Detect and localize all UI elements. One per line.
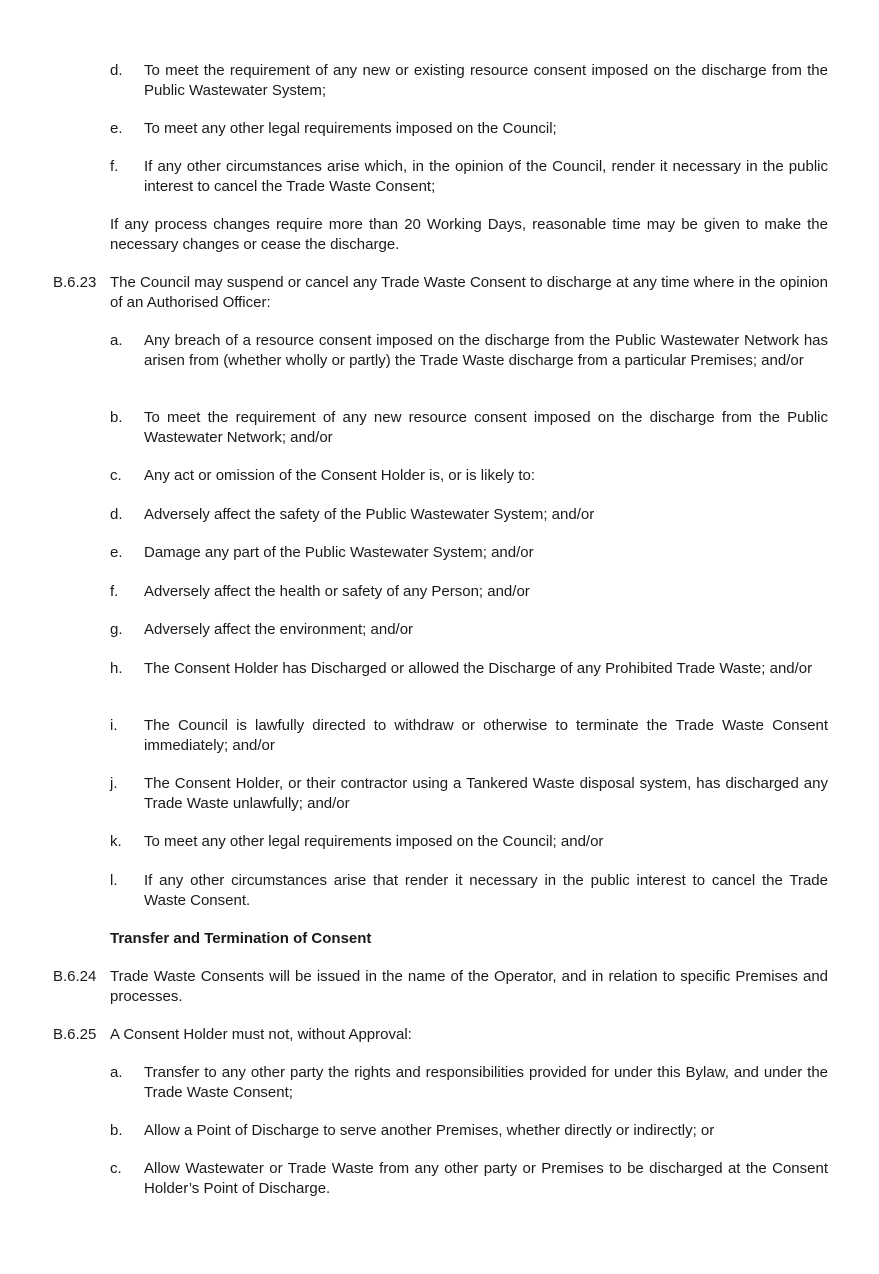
list-marker: l.	[110, 872, 118, 889]
list-item-text: Adversely affect the safety of the Public Wastewater System; and/or	[144, 506, 595, 523]
clause-text: The Council may suspend or cancel any Trade Waste Consent to discharge at any time where in the opinion of an Authorised Officer:	[110, 274, 828, 311]
list-item-text: The Consent Holder has Discharged or allowed the Discharge of any Prohibited Trade Waste; and/or	[144, 660, 813, 677]
list-marker: e.	[110, 544, 123, 561]
list-marker: i.	[110, 717, 118, 734]
list-item-text: To meet the requirement of any new or existing resource consent imposed on the discharge from the Public Wastewater System;	[144, 62, 828, 99]
list-item-text: The Council is lawfully directed to withdraw or otherwise to terminate the Trade Waste Consent immediately; and/or	[144, 717, 828, 754]
list-item-text: To meet any other legal requirements imposed on the Council; and/or	[144, 833, 604, 850]
list-item-text: Any act or omission of the Consent Holder is, or is likely to:	[144, 467, 535, 484]
list-marker: g.	[110, 621, 123, 638]
list-marker: j.	[110, 775, 118, 792]
list-marker: b.	[110, 409, 123, 426]
section-heading: Transfer and Termination of Consent	[110, 930, 372, 947]
list-item-text: Allow Wastewater or Trade Waste from any other party or Premises to be discharged at the Consent Holder’s Point of Discharge.	[144, 1160, 828, 1197]
clause-number: B.6.24	[53, 968, 97, 985]
list-item-text: Transfer to any other party the rights and responsibilities provided for under this Bylaw, and under the Trade Waste Consent;	[144, 1064, 828, 1101]
list-item-text: Damage any part of the Public Wastewater System; and/or	[144, 544, 534, 561]
list-item-text: To meet any other legal requirements imposed on the Council;	[144, 120, 557, 137]
list-marker: h.	[110, 660, 123, 677]
clause-number: B.6.25	[53, 1026, 97, 1043]
list-marker: a.	[110, 1064, 123, 1081]
list-item-text: Allow a Point of Discharge to serve another Premises, whether directly or indirectly; or	[144, 1122, 715, 1139]
list-marker: k.	[110, 833, 122, 850]
list-marker: c.	[110, 1160, 122, 1177]
list-marker: e.	[110, 120, 123, 137]
list-item-text: To meet the requirement of any new resource consent imposed on the discharge from the Public Wastewater Network; and/or	[144, 409, 828, 446]
paragraph: If any process changes require more than 20 Working Days, reasonable time may be given to make the necessary changes or cease the discharge.	[110, 216, 828, 253]
list-marker: f.	[110, 583, 119, 600]
clause-text: Trade Waste Consents will be issued in the name of the Operator, and in relation to specific Premises and processes.	[110, 968, 828, 1005]
list-marker: d.	[110, 506, 123, 523]
list-marker: c.	[110, 467, 122, 484]
list-item-text: The Consent Holder, or their contractor using a Tankered Waste disposal system, has discharged any Trade Waste unlawfully; and/or	[144, 775, 828, 812]
list-marker: f.	[110, 158, 119, 175]
list-item-text: Any breach of a resource consent imposed on the discharge from the Public Wastewater Network has arisen from (whether wholly or partly) the Trade Waste discharge from a particular Premises; and/or	[144, 332, 828, 369]
list-marker: b.	[110, 1122, 123, 1139]
list-marker: a.	[110, 332, 123, 349]
list-item-text: If any other circumstances arise which, in the opinion of the Council, render it necessary in the public interest to cancel the Trade Waste Consent;	[144, 158, 828, 195]
clause-text: A Consent Holder must not, without Approval:	[110, 1026, 412, 1043]
list-item-text: Adversely affect the health or safety of any Person; and/or	[144, 583, 530, 600]
list-marker: d.	[110, 62, 123, 79]
list-item-text: Adversely affect the environment; and/or	[144, 621, 414, 638]
list-item-text: If any other circumstances arise that render it necessary in the public interest to cancel the Trade Waste Consent.	[144, 872, 828, 909]
clause-number: B.6.23	[53, 274, 97, 291]
